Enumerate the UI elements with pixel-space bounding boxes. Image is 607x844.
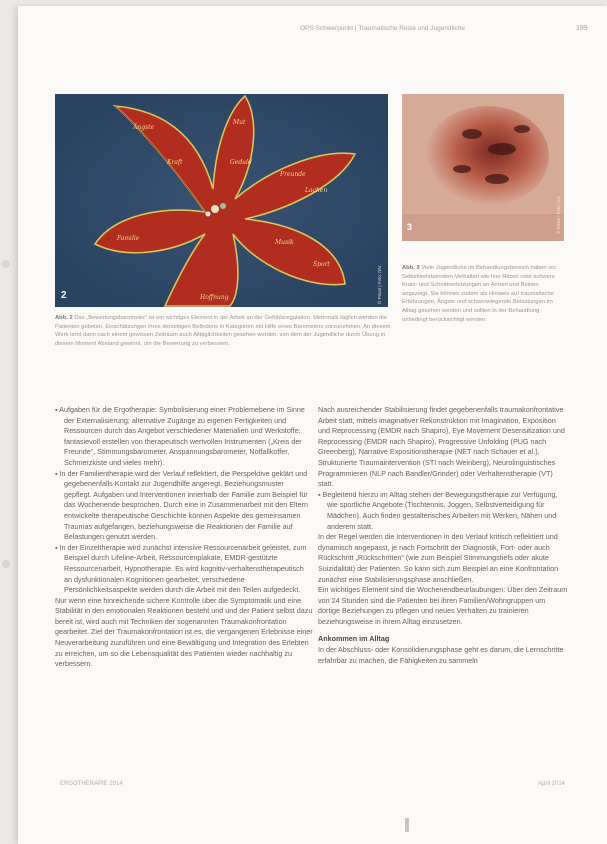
punch-hole [2, 260, 10, 268]
bullet-item: ▪ Begleitend hierzu im Alltag stehen der Bewegungstherapie zur Verfügung, wie sportliche Angebote (Tischtennis, Joggen, Selbstverteidigung für Mädchen). Auch finden gestalterisches Arbeiten mit Werken, Nähen und anderem statt. [318, 489, 558, 531]
petal-word: Ängste [133, 124, 155, 131]
punch-hole [2, 560, 10, 568]
bullet-item: ▪ In der Familientherapie wird der Verlauf reflektiert, die Perspektive geklärt und gegebenenfalls Kontakt zur Jugendhilfe angeregt. Beziehungsmuster gepflegt. Aufgaben und Interventionen innerhalb der Familie zum Beispiel für das Wochenende besprochen. Durch eine in Zusammenarbeit mit den Eltern entwickelte therapeutische Geschichte können Aspekte des gemeinsamen Traumas aufgefangen, beziehungsweise die Reaktionen der Familie auf Belastungen genutzt werden. [55, 468, 308, 542]
paragraph: Ein wichtiges Element sind die Wochenendbeurlaubungen: Über den Zeitraum von 24 Stunden sind die Patienten bei ihren Familien/Wohngruppen um dortige Beziehungen zu pflegen und neues Verhalten zu trainieren beziehungsweise in ihrem Alltag einzusetzen. [318, 585, 568, 626]
scan-mark [405, 818, 409, 832]
running-header: OPS Schwerpunkt | Traumatische Reize und Jugendliche [300, 25, 465, 32]
petal-word: Kraft [167, 159, 183, 166]
paragraph: Nach ausreichender Stabilisierung findet gegebenenfalls traumakonfrontative Arbeit statt, mittels imaginativer Rekonstruktion mit Imagination, Exposition und Reprocessing (EMDR nach Shapiro), Eye Movement Desensitization und Reprocessing (EMDR nach Shapiro), Progressive Unfolding (PUG nach Greenberg), Narrative Expositionstherapie (NET nach Schauer et al.), Strukturierte Traumaintervention (STI nach Weinberg), Neurolinguistisches Programmieren (NLP nach Bandler/Grinder) oder Verhaltenstherapie (VT) statt. [318, 405, 565, 489]
figure-number: 2 [61, 290, 67, 301]
figure-2-caption [55, 314, 391, 348]
caption-text: Viele Jugendliche im Behandlungsbereich haben vor Selbstverletzendem Verhalten wie hier Ritzen oder schwere Kratz- und Schnittverletzungen an Armen und Beinen angezeigt. Sie können zudem als Hinweis auf traumatische Erfahrungen, Ängste und schwerwiegende Belastungen im Alltag gesehen werden und sollten in der Behandlung unbedingt berücksichtigt werden. [402, 265, 557, 323]
body-column-left [55, 405, 313, 670]
petal-word: Hoffnung [200, 294, 229, 301]
photo-credit: © Privat | Foto: NN [556, 196, 561, 234]
paragraph: Nur wenn eine hinreichende sichere Kontrolle über die Symptomatik und eine Stabilität in den emotionalen Reaktionen besteht und und der Patient selbst dazu bereit ist, wird auch mit Techniken der sogenannten Traumakonfrontation gearbeitet. Ziel der Traumakonfrontation ist es, die vergangenen Erlebnisse einer Neuverarbeitung zuzuführen und eine Bewältigung und Integration des Erlebten zu erreichen, um so die Lebensqualität des Patienten wieder nachhaltig zu verbessern. [55, 595, 313, 669]
body-column-right [318, 405, 568, 666]
figure-3-skin-photo [402, 94, 564, 241]
bullet-item: ▪ Aufgaben für die Ergotherapie: Symbolisierung einer Problemebene im Sinne der Externalisierung; alternative Zugänge zu eigenen Fertigkeiten und Ressourcen durch das Angebot verschiedener Materialien und Werkstoffe; fantasievoll erstellen von therapeutisch wertvollen Instrumenten („Kreis der Freunde“, Stimmungsbarometer, Anspannungsbarometer, Notfallkoffer, Schmerzkiste und vieles mehr). [55, 405, 305, 467]
wound-area [425, 106, 549, 206]
petal-word: Musik [275, 239, 294, 246]
photo-credit: © Privat | Foto: NN [377, 266, 382, 304]
caption-text: Das „Bewertungsbarometer“ ist ein wichtiges Element in der Arbeit an der Gefühlsregulation. Mehrmals täglich werden die Patienten gebeten, Einschätzungen ihres derzeitigen Befindens in Kategorien mit Hilfe eines Barometers vorzunehmen. An diesem Werk lernt dann nach einem gewissen Zeitraum auch Alltäglichkeiten gesehen werden, von dem der Jugendliche durch Übung in diesem Moment Abstand gewinnt, um die Bewertung zu verbessern. [55, 315, 391, 347]
petal-word: Freunde [280, 171, 306, 178]
petal-word: Lachen [305, 187, 328, 194]
figure-3-caption [402, 264, 562, 324]
petal-word: Geduld [230, 159, 252, 166]
footer-right: April 2014 [538, 781, 566, 787]
caption-label: Abb. 3 [402, 265, 420, 271]
figure-2-flower-photo [55, 94, 388, 307]
petal-word: Sport [313, 261, 330, 268]
petal-word: Familie [117, 235, 140, 242]
petal-word: Mut [233, 119, 246, 126]
paragraph: In der Regel werden die Interventionen in den Verlauf kritisch reflektiert und dynamisch angepasst, je nach Fortschritt der Diagnostik, Fort- oder auch Rückschritt „Rückschritten“ (wie zum Beispiel Stimmungstiefs oder akute Suizidalität) der Patienten. So kann sich zum Beispiel an eine Konfrontation zunächst eine Stabilisierungsphase anschließen. [318, 532, 559, 584]
section-heading: Ankommen im Alltag [318, 634, 390, 644]
page-number: 199 [576, 25, 588, 32]
bullet-item: ▪ In der Einzeltherapie wird zunächst intensive Ressourcenarbeit geleistet, zum Beispiel durch Lifeline-Arbeit, Ressourcenplakate, EMDR-gestützte Ressourcenarbeit, Hypnotherapie. Es wird kognitiv-verhaltenstherapeutisch an dysfunktionalen Kognitionen gearbeitet, verschiedene Persönlichkeitsaspekte werden durch die Arbeit mit den Teilen aufgedeckt. [55, 542, 307, 595]
figure-number: 3 [407, 222, 413, 232]
paragraph: In der Abschluss- oder Konsolidierungsphase geht es darum, die Lernschritte erfahrbar zu machen, die Fähigkeiten zu sammeln [318, 645, 564, 665]
footer-left: ERGOTHERAPIE 2014 [60, 781, 123, 787]
caption-label: Abb. 2 [55, 315, 73, 321]
